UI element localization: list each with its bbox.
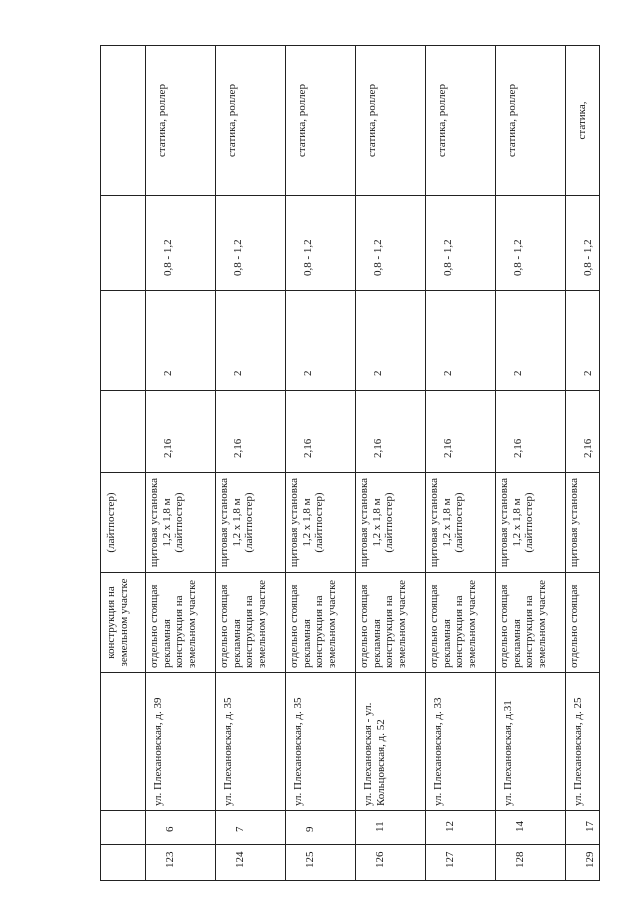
cell-num: 128	[496, 845, 566, 881]
cell-address: ул. Плехановская, д. 33	[426, 673, 496, 811]
table-row	[426, 46, 496, 881]
cell-distance: 0,8 - 1,2	[356, 196, 426, 291]
cell-sides: 2	[426, 291, 496, 391]
cell-tech: статика, роллер	[216, 46, 286, 196]
cell-distance: 0,8 - 1,2	[216, 196, 286, 291]
table-row	[356, 46, 426, 881]
cell-num: 125	[286, 845, 356, 881]
cell-address: ул. Плехановская, д. 25	[566, 673, 600, 811]
cell-tech: статика, роллер	[426, 46, 496, 196]
cell-distance: 0,8 - 1,2	[566, 196, 600, 291]
cell-code: 12	[426, 811, 496, 845]
table-row	[146, 46, 216, 881]
cell-distance: 0,8 - 1,2	[496, 196, 566, 291]
cell-type: отдельно стоящая рекламная конструкция на земельном участке	[496, 573, 566, 673]
cell-area: 2,16	[286, 391, 356, 473]
cell-desc: щитовая установка 1,2 х 1,8 м (лайтпостер)	[146, 473, 216, 573]
cell-code: 17	[566, 811, 600, 845]
cell-distance	[101, 196, 146, 291]
cell-num	[101, 845, 146, 881]
cell-sides: 2	[496, 291, 566, 391]
cell-distance: 0,8 - 1,2	[426, 196, 496, 291]
cell-type: отдельно стоящая рекламная конструкция на земельном участке	[426, 573, 496, 673]
cell-tech: статика,	[566, 46, 600, 196]
cell-num: 127	[426, 845, 496, 881]
cell-desc: щитовая установка 1,2 х 1,8 м (лайтпостер)	[426, 473, 496, 573]
cell-tech: статика, роллер	[496, 46, 566, 196]
cell-area	[101, 391, 146, 473]
cell-sides: 2	[146, 291, 216, 391]
cell-num: 126	[356, 845, 426, 881]
advertising-structures-table	[100, 45, 600, 881]
cell-desc: щитовая установка 1,2 х 1,8 м (лайтпостер)	[286, 473, 356, 573]
cell-address: ул. Плехановская, д. 35	[216, 673, 286, 811]
cell-desc: (лайтпостер)	[101, 473, 146, 573]
cell-num: 129	[566, 845, 600, 881]
cell-address: ул. Плехановская - ул. Кольцовская, д. 52	[356, 673, 426, 811]
cell-area: 2,16	[216, 391, 286, 473]
cell-distance: 0,8 - 1,2	[286, 196, 356, 291]
cell-address: ул. Плехановская, д.31	[496, 673, 566, 811]
cell-area: 2,16	[146, 391, 216, 473]
cell-code: 9	[286, 811, 356, 845]
continuation-row	[101, 46, 146, 881]
cell-sides: 2	[356, 291, 426, 391]
cell-address: ул. Плехановская, д. 39	[146, 673, 216, 811]
cell-sides: 2	[566, 291, 600, 391]
cell-type: отдельно стоящая рекламная конструкция на земельном участке	[216, 573, 286, 673]
cell-sides: 2	[216, 291, 286, 391]
cell-tech	[101, 46, 146, 196]
table-row	[566, 46, 600, 881]
cell-code: 6	[146, 811, 216, 845]
cell-address	[101, 673, 146, 811]
cell-code	[101, 811, 146, 845]
cell-tech: статика, роллер	[286, 46, 356, 196]
cell-area: 2,16	[566, 391, 600, 473]
cell-address: ул. Плехановская, д. 35	[286, 673, 356, 811]
cell-type: отдельно стоящая рекламная конструкция на земельном участке	[146, 573, 216, 673]
table-body	[101, 46, 600, 881]
cell-code: 7	[216, 811, 286, 845]
cell-desc: щитовая установка 1,2 х 1,8 м (лайтпостер)	[216, 473, 286, 573]
cell-type: отдельно стоящая рекламная конструкция на земельном участке	[286, 573, 356, 673]
cell-sides: 2	[286, 291, 356, 391]
cell-tech: статика, роллер	[146, 46, 216, 196]
cell-area: 2,16	[496, 391, 566, 473]
table-row	[216, 46, 286, 881]
cell-sides	[101, 291, 146, 391]
cell-desc: щитовая установка	[566, 473, 600, 573]
cell-num: 124	[216, 845, 286, 881]
cell-code: 11	[356, 811, 426, 845]
cell-area: 2,16	[356, 391, 426, 473]
cell-code: 14	[496, 811, 566, 845]
cell-desc: щитовая установка 1,2 х 1,8 м (лайтпостер)	[496, 473, 566, 573]
cell-tech: статика, роллер	[356, 46, 426, 196]
cell-desc: щитовая установка 1,2 х 1,8 м (лайтпостер)	[356, 473, 426, 573]
cell-area: 2,16	[426, 391, 496, 473]
table-row	[496, 46, 566, 881]
cell-type: отдельно стоящая	[566, 573, 600, 673]
cell-type: конструкция на земельном участке	[101, 573, 146, 673]
cell-type: отдельно стоящая рекламная конструкция на земельном участке	[356, 573, 426, 673]
cell-num: 123	[146, 845, 216, 881]
cell-distance: 0,8 - 1,2	[146, 196, 216, 291]
table-row	[286, 46, 356, 881]
